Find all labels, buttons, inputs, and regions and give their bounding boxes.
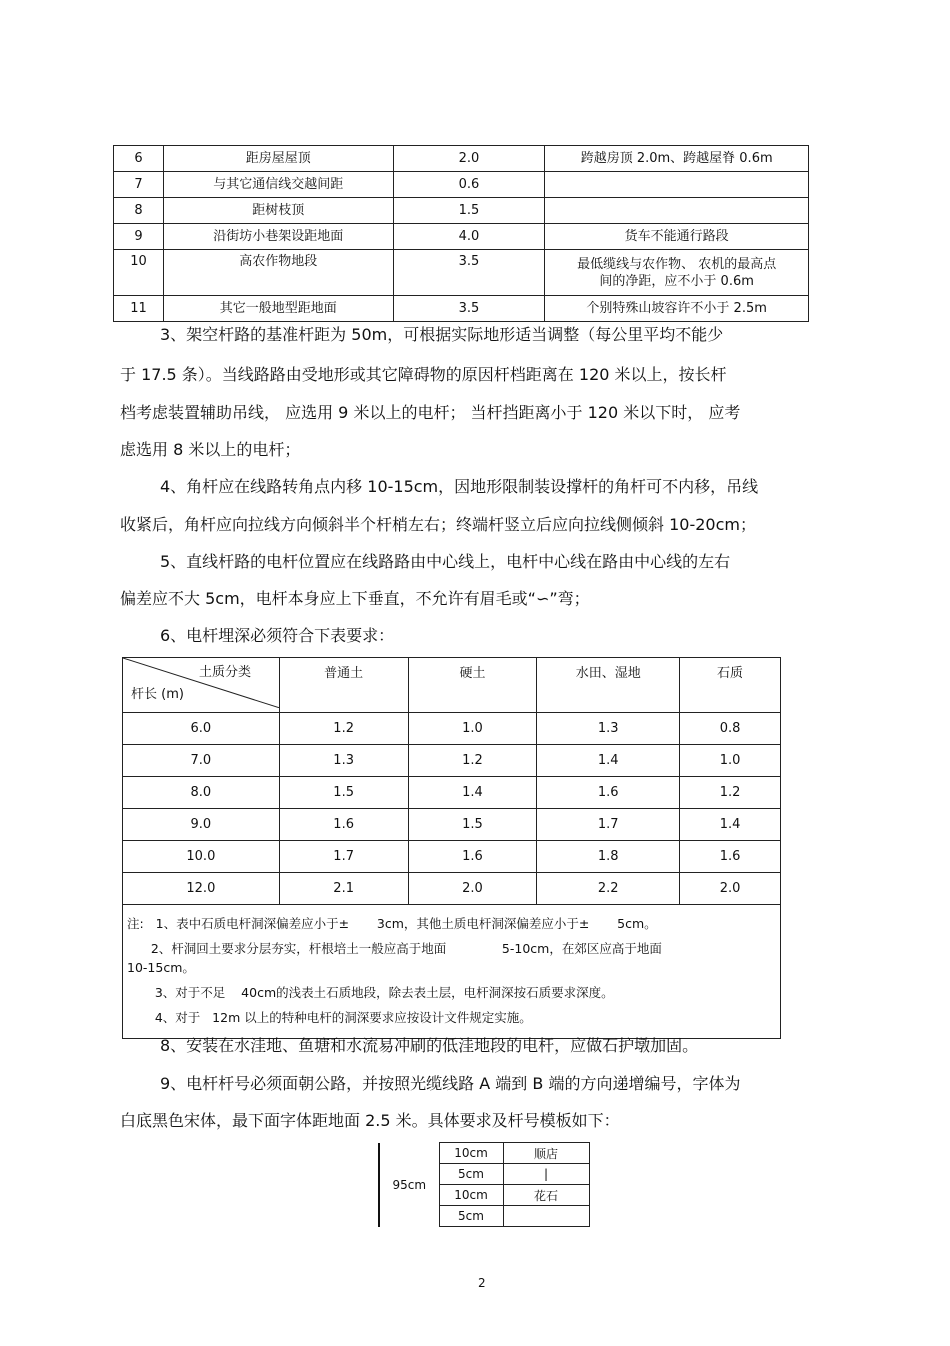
- template-row: [379, 1143, 589, 1164]
- table-row: [114, 172, 809, 198]
- table-cell: 0.8: [680, 713, 781, 745]
- table-cell: 1.3: [537, 713, 680, 745]
- table-cell: 2.2: [537, 873, 680, 905]
- note-line: 4、对于 12m 以上的特种电杆的洞深要求应按设计文件规定实施。: [127, 1010, 532, 1025]
- row-no: 7: [114, 172, 164, 198]
- template-size: 10cm: [439, 1143, 503, 1164]
- table-row: [114, 224, 809, 250]
- template-text: [503, 1206, 589, 1227]
- paragraph-4-line: 4、角杆应在线路转角点内移 10-15cm，因地形限制装设撑杆的角杆可不内移，吊线: [160, 477, 759, 496]
- column-header: 硬土: [408, 658, 537, 713]
- note-line: 2、杆洞回土要求分层夯实，杆根培土一般应高于地面 5-10cm，在郊区应高于地面: [127, 941, 662, 956]
- table-cell: 1.2: [680, 777, 781, 809]
- row-item: 沿街坊小巷架设距地面: [163, 224, 393, 250]
- table-cell: 8.0: [123, 777, 280, 809]
- table-cell: 1.4: [537, 745, 680, 777]
- burial-depth-table: [122, 657, 781, 1039]
- paragraph-5-line: 偏差应不大 5cm，电杆本身应上下垂直，不允许有眉毛或“∽”弯；: [120, 589, 590, 608]
- paragraph-3-line: 档考虑装置辅助吊线， 应选用 9 米以上的电杆； 当杆挡距离小于 120 米以下时， 应考: [120, 403, 741, 422]
- table-cell: 1.4: [680, 809, 781, 841]
- row-note: [545, 172, 809, 198]
- page-number: 2: [478, 1276, 486, 1290]
- table-row: [123, 841, 781, 873]
- row-note: 跨越房顶 2.0m、跨越屋脊 0.6m: [545, 146, 809, 172]
- row-note-line: 间的净距，应不小于 0.6m: [599, 273, 754, 289]
- paragraph-8: 8、安装在水洼地、鱼塘和水流易冲刷的低洼地段的电杆，应做石护墩加固。: [160, 1036, 699, 1055]
- table-cell: 1.7: [537, 809, 680, 841]
- table-row: [114, 296, 809, 322]
- table-cell: 1.7: [279, 841, 408, 873]
- table-cell: 1.2: [279, 713, 408, 745]
- note-line: 3、对于不足 40cm的浅表土石质地段，除去表土层，电杆洞深按石质要求深度。: [127, 985, 614, 1000]
- note-line: 注: 1、表中石质电杆洞深偏差应小于± 3cm，其他土质电杆洞深偏差应小于± 5cm。: [127, 916, 657, 931]
- table-cell: 1.0: [408, 713, 537, 745]
- template-text: 顺店: [503, 1143, 589, 1164]
- row-value: 3.5: [393, 296, 545, 322]
- paragraph-3-line: 于 17.5 条）。当线路路由受地形或其它障碍物的原因杆档距离在 120 米以上，按长杆: [120, 365, 727, 384]
- table-row: [114, 146, 809, 172]
- table-cell: 12.0: [123, 873, 280, 905]
- row-note-line: 最低缆线与农作物、 农机的最高点: [577, 256, 777, 272]
- table-cell: 1.6: [279, 809, 408, 841]
- row-item: 高农作物地段: [163, 250, 393, 296]
- table-cell: 1.4: [408, 777, 537, 809]
- paragraph-9-line: 9、电杆杆号必须面朝公路，并按照光缆线路 A 端到 B 端的方向递增编号，字体为: [160, 1074, 741, 1093]
- template-text: |: [503, 1164, 589, 1185]
- template-text: 花石: [503, 1185, 589, 1206]
- diag-top-label: 土质分类: [199, 665, 252, 680]
- notes-row: [123, 905, 781, 1039]
- table-cell: 2.0: [408, 873, 537, 905]
- row-item: 距树枝顶: [163, 198, 393, 224]
- paragraph-6: 6、电杆埋深必须符合下表要求：: [160, 626, 395, 645]
- table-cell: 10.0: [123, 841, 280, 873]
- template-size: 5cm: [439, 1206, 503, 1227]
- row-note: [545, 250, 809, 296]
- table-cell: 2.0: [680, 873, 781, 905]
- row-no: 6: [114, 146, 164, 172]
- note-line: 10-15cm。: [127, 960, 195, 975]
- table-cell: 1.5: [279, 777, 408, 809]
- table-cell: 6.0: [123, 713, 280, 745]
- table-cell: 1.3: [279, 745, 408, 777]
- column-header: 水田、湿地: [537, 658, 680, 713]
- row-no: 9: [114, 224, 164, 250]
- template-size: 5cm: [439, 1164, 503, 1185]
- row-value: 0.6: [393, 172, 545, 198]
- row-item: 其它一般地型距地面: [163, 296, 393, 322]
- table-cell: 1.8: [537, 841, 680, 873]
- table-cell: 7.0: [123, 745, 280, 777]
- table-row: [123, 873, 781, 905]
- table-cell: 1.2: [408, 745, 537, 777]
- table-cell: 1.6: [680, 841, 781, 873]
- row-item: 距房屋屋顶: [163, 146, 393, 172]
- diagonal-header-cell: [123, 658, 280, 713]
- table-row: [114, 198, 809, 224]
- table-row: [123, 777, 781, 809]
- row-no: 11: [114, 296, 164, 322]
- table-header-row: [123, 658, 781, 713]
- row-no: 10: [114, 250, 164, 296]
- row-value: 4.0: [393, 224, 545, 250]
- table-cell: 2.1: [279, 873, 408, 905]
- clearance-table: [113, 145, 809, 322]
- paragraph-5-line: 5、直线杆路的电杆位置应在线路路由中心线上，电杆中心线在路由中心线的左右: [160, 552, 731, 571]
- paragraph-3-line: 3、架空杆路的基准杆距为 50m，可根据实际地形适当调整（每公里平均不能少: [160, 325, 724, 344]
- column-header: 石质: [680, 658, 781, 713]
- pole-number-template: [378, 1142, 590, 1227]
- table-cell: 1.5: [408, 809, 537, 841]
- table-cell: 1.0: [680, 745, 781, 777]
- row-note: 个别特殊山坡容许不小于 2.5m: [545, 296, 809, 322]
- template-height-label: 95cm: [379, 1143, 439, 1227]
- row-item: 与其它通信线交越间距: [163, 172, 393, 198]
- row-value: 2.0: [393, 146, 545, 172]
- paragraph-3-line: 虑选用 8 米以上的电杆；: [120, 440, 301, 459]
- row-note: 货车不能通行路段: [545, 224, 809, 250]
- table-row: [114, 250, 809, 296]
- paragraph-9-line: 白底黑色宋体，最下面字体距地面 2.5 米。具体要求及杆号模板如下：: [120, 1111, 620, 1130]
- diag-bottom-label: 杆长 (m): [131, 687, 184, 702]
- paragraph-4-line: 收紧后，角杆应向拉线方向倾斜半个杆梢左右；终端杆竖立后应向拉线侧倾斜 10-20cm；: [120, 515, 756, 534]
- column-header: 普通土: [279, 658, 408, 713]
- template-size: 10cm: [439, 1185, 503, 1206]
- table-row: [123, 809, 781, 841]
- table-cell: 9.0: [123, 809, 280, 841]
- row-value: 1.5: [393, 198, 545, 224]
- row-note: [545, 198, 809, 224]
- row-no: 8: [114, 198, 164, 224]
- table-cell: 1.6: [537, 777, 680, 809]
- table-row: [123, 713, 781, 745]
- notes-cell: [123, 905, 781, 1039]
- table-row: [123, 745, 781, 777]
- row-value: 3.5: [393, 250, 545, 296]
- table-cell: 1.6: [408, 841, 537, 873]
